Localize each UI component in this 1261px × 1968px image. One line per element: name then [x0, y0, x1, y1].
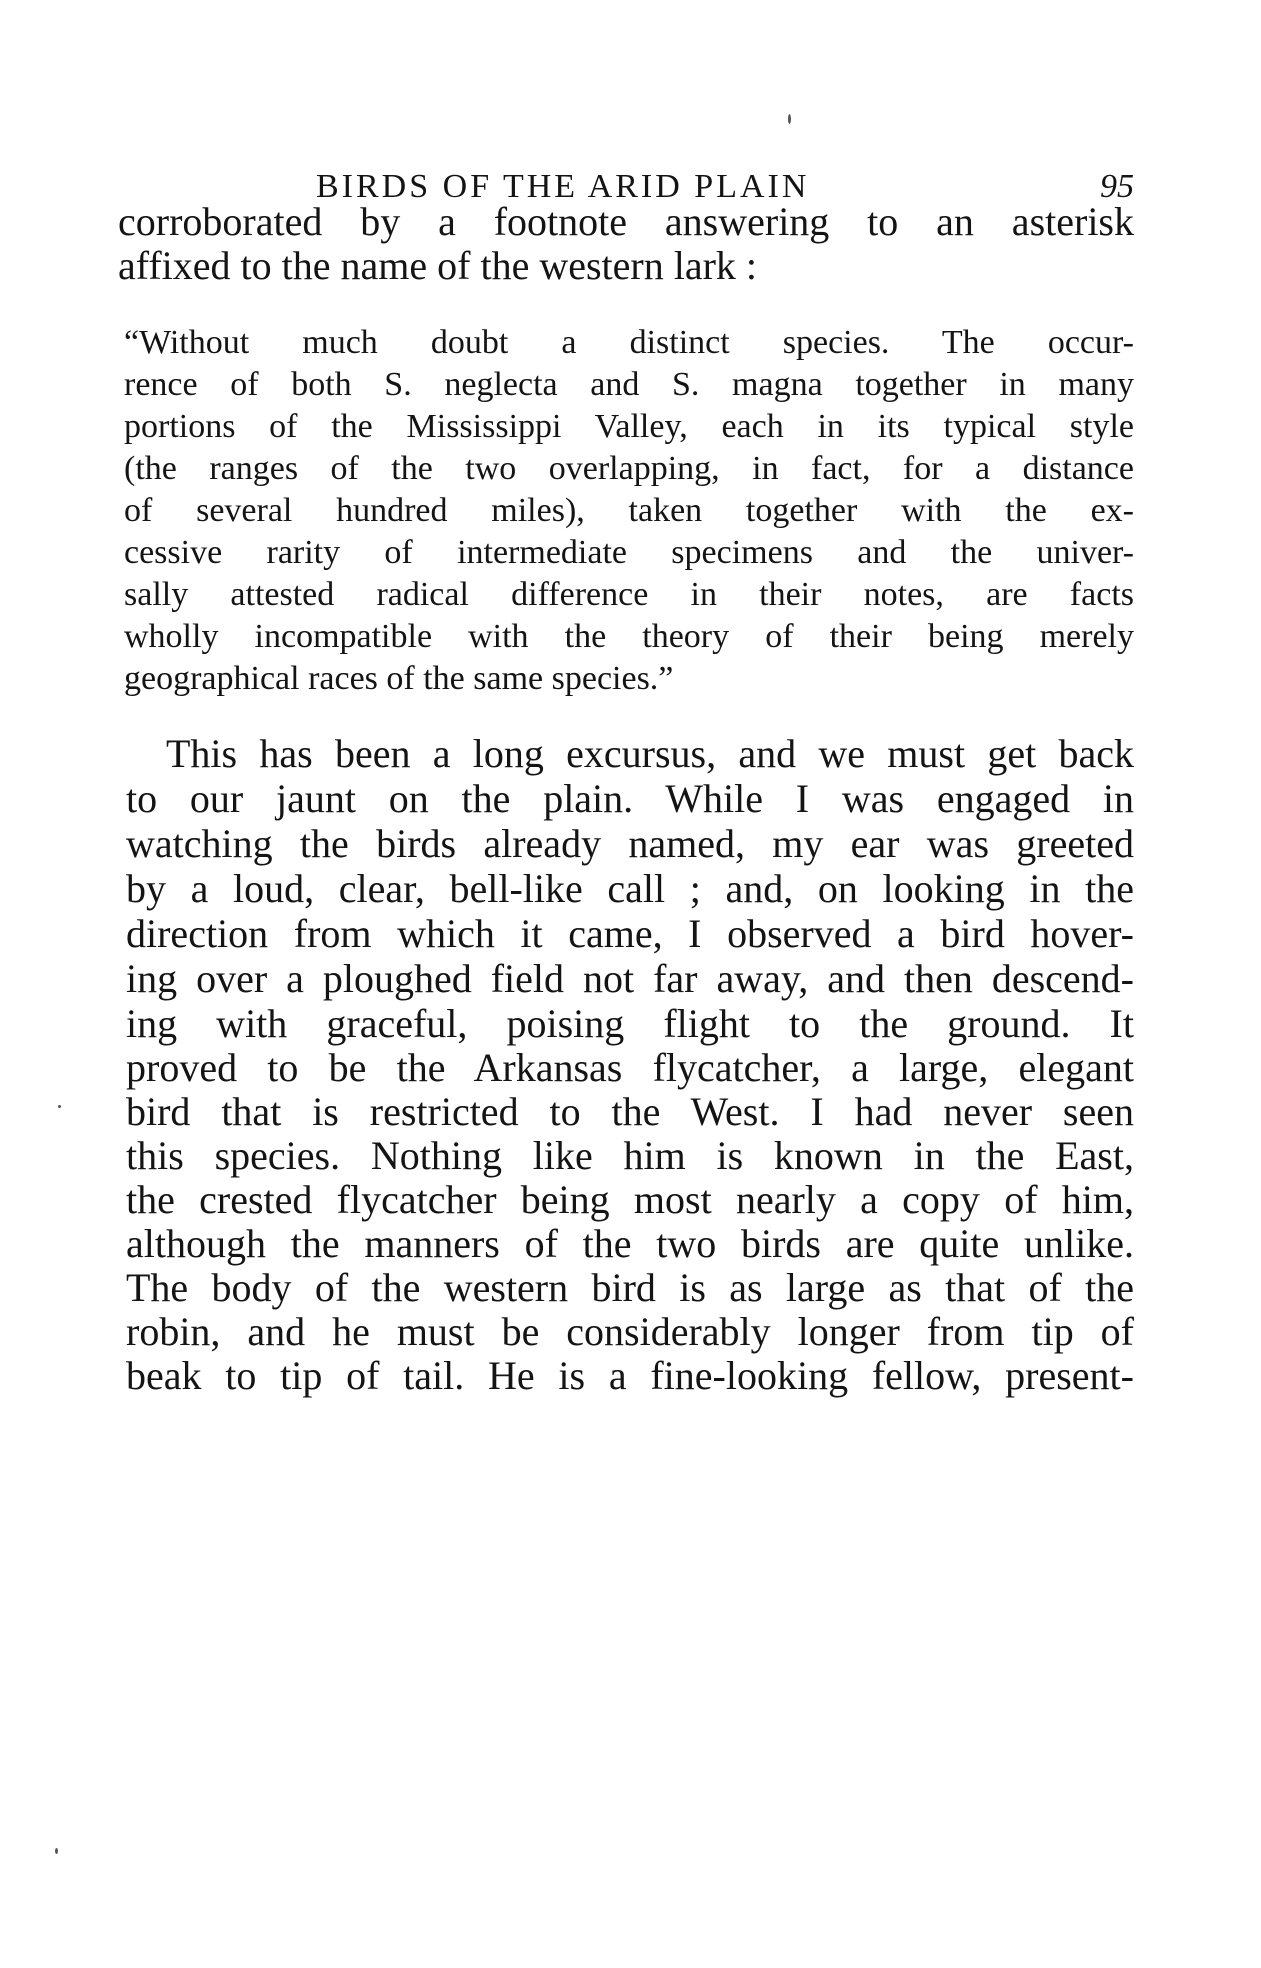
- running-title: BIRDS OF THE ARID PLAIN: [316, 168, 810, 205]
- quote-line: “Without much doubt a distinct species. The occur-: [124, 324, 1134, 361]
- text-line: corroborated by a footnote answering to an asterisk: [118, 199, 1134, 244]
- quote-line: rence of both S. neglecta and S. magna together in many: [124, 366, 1134, 403]
- text-line: to our jaunt on the plain. While I was engaged in: [126, 776, 1134, 821]
- text-line: ing with graceful, poising flight to the ground. It: [126, 1001, 1134, 1046]
- quote-line: cessive rarity of intermediate specimens and the univer-: [124, 534, 1134, 571]
- text-line: direction from which it came, I observed a bird hover-: [126, 911, 1134, 956]
- scan-speck: [58, 1105, 61, 1108]
- text-line: ing over a ploughed field not far away, and then descend-: [126, 956, 1134, 1001]
- scan-speck: [788, 114, 791, 124]
- text-line: beak to tip of tail. He is a fine-looking fellow, present-: [126, 1353, 1134, 1398]
- text-line: this species. Nothing like him is known in the East,: [126, 1133, 1134, 1178]
- page-number: 95: [1100, 168, 1134, 205]
- text-line: This has been a long excursus, and we must get back: [166, 731, 1134, 776]
- quote-line: geographical races of the same species.”: [124, 660, 674, 697]
- text-line: the crested flycatcher being most nearly a copy of him,: [126, 1177, 1134, 1222]
- text-line: by a loud, clear, bell-like call ; and, on looking in the: [126, 866, 1134, 911]
- text-line: affixed to the name of the western lark :: [118, 243, 758, 288]
- text-line: The body of the western bird is as large as that of the: [126, 1265, 1134, 1310]
- text-line: watching the birds already named, my ear was greeted: [126, 821, 1134, 866]
- text-line: proved to be the Arkansas flycatcher, a large, elegant: [126, 1045, 1134, 1090]
- quote-line: (the ranges of the two overlapping, in fact, for a distance: [124, 450, 1134, 487]
- quote-line: wholly incompatible with the theory of their being merely: [124, 618, 1134, 655]
- quote-line: portions of the Mississippi Valley, each in its typical style: [124, 408, 1134, 445]
- scan-speck: [55, 1848, 58, 1854]
- quote-line: of several hundred miles), taken together with the ex-: [124, 492, 1134, 529]
- quote-line: sally attested radical difference in their notes, are facts: [124, 576, 1134, 613]
- text-line: robin, and he must be considerably longer from tip of: [126, 1309, 1134, 1354]
- text-line: although the manners of the two birds are quite unlike.: [126, 1221, 1134, 1266]
- text-line: bird that is restricted to the West. I had never seen: [126, 1089, 1134, 1134]
